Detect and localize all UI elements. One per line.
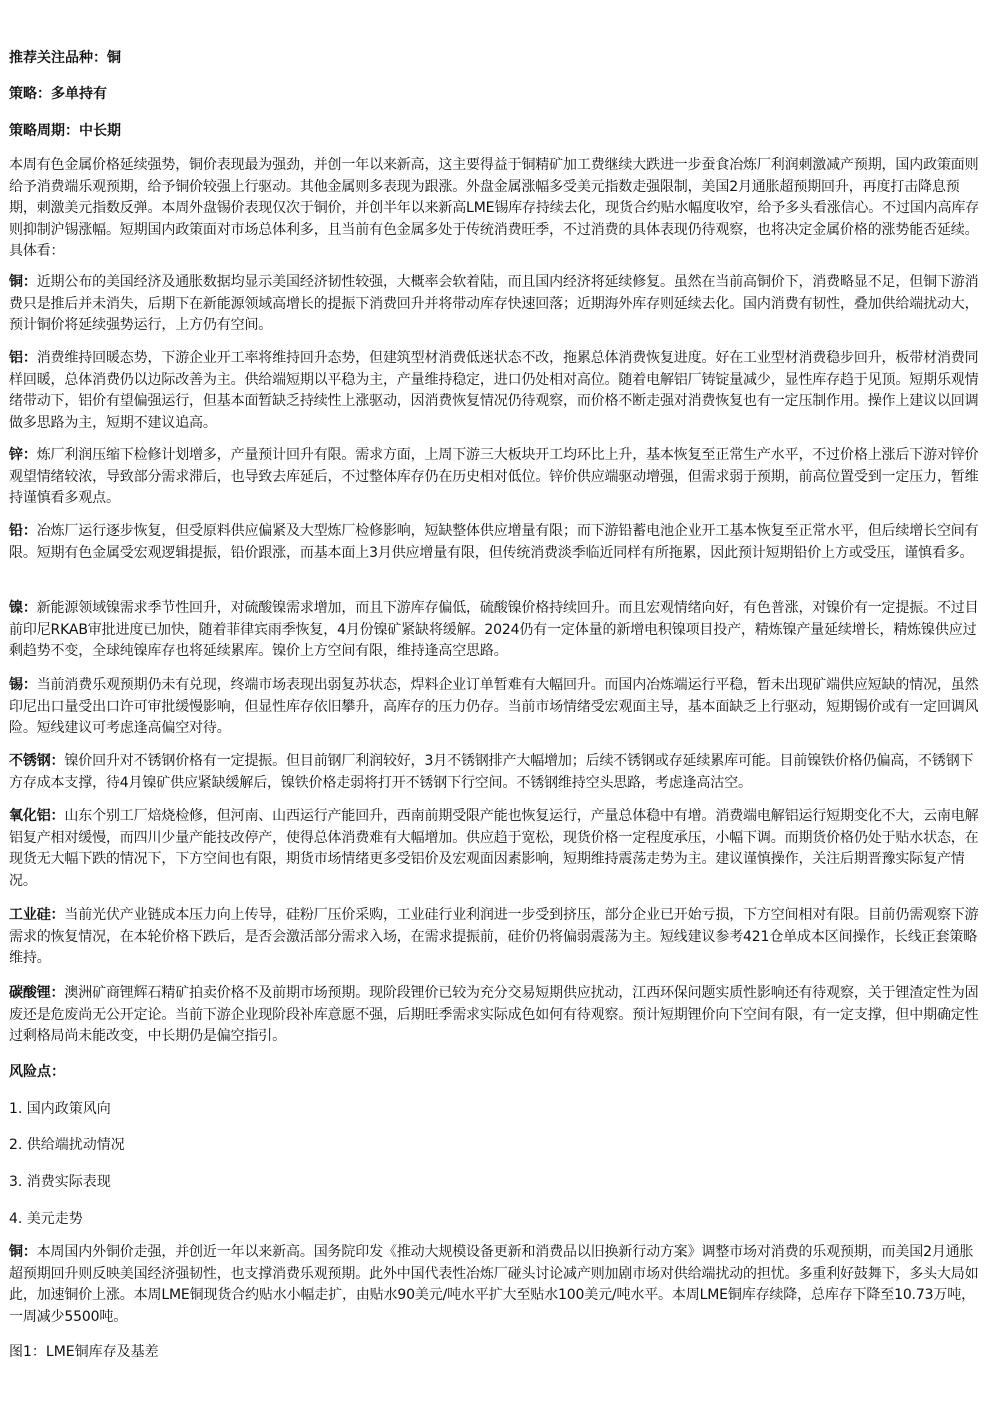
copper-paragraph: 铜：近期公布的美国经济及通胀数据均显示美国经济韧性较强，大概率会软着陆，而且国内经济将延续修复。虽然在当前高铜价下，消费略显不足，但铜下游消费只是推后并未消失，后期下在新能源领域高增长的提振下消费回升并将带动库存快速回落；近期海外库存则延续去化。国内消费有韧性，叠加供给端扰动大，预计铜价将延续强势运行，上方仍有空间。 (9, 274, 979, 333)
metal-label: 碳酸锂： (9, 985, 65, 1001)
stainless-paragraph: 不锈钢：镍价回升对不锈钢价格有一定提振。但目前钢厂利润较好，3月不锈钢排产大幅增加；后续不锈钢或存延续累库可能。目前镍铁价格仍偏高，不锈钢下方存成本支撑，待4月镍矿供应紧缺缓解后，镍铁价格走弱将打开不锈钢下行空间。不锈钢维持空头思路，考虑逢高沽空。 (9, 753, 974, 791)
strategy-heading: 策略：多单持有 (9, 86, 107, 102)
metal-label: 工业硅： (9, 907, 65, 923)
metal-label: 镍： (9, 600, 37, 616)
recommend-heading: 推荐关注品种：铜 (9, 50, 121, 66)
lead-paragraph: 铅：冶炼厂运行逐步恢复，但受原料供应偏紧及大型炼厂检修影响，短缺整体供应增量有限；而下游铅蓄电池企业开工基本恢复至正常水平，但后续增长空间有限。短期有色金属受宏观逻辑提振，铅价跟涨，而基本面上3月供应增量有限，但传统消费淡季临近同样有所拖累，因此预计短期铅价上方或受压，谨慎看多。 (9, 523, 979, 561)
risk-heading: 风险点： (9, 1064, 65, 1080)
risk-item: 1. 国内政策风向 (9, 1101, 111, 1117)
metal-label: 不锈钢： (9, 753, 65, 769)
metal-label: 氧化铝： (9, 808, 65, 824)
alumina-paragraph: 氧化铝：山东个别工厂焙烧检修，但河南、山西运行产能回升，西南前期受限产能也恢复运行，产量总体稳中有增。消费端电解铝运行短期变化不大，云南电解铝复产相对缓慢，而四川少量产能技改停产，使得总体消费难有大幅增加。供应趋于宽松，现货价格一定程度承压，小幅下调。而期货价格仍处于贴水状态，在现货无大幅下跌的情况下，下方空间也有限，期货市场情绪更多受铝价及宏观面因素影响，短期维持震荡走势为主。建议谨慎操作，关注后期晋豫实际复产情况。 (9, 808, 979, 889)
risk-item: 4. 美元走势 (9, 1211, 83, 1227)
aluminum-paragraph: 铝：消费维持回暖态势，下游企业开工率将维持回升态势，但建筑型材消费低迷状态不改，拖累总体消费恢复进度。好在工业型材消费稳步回升，板带材消费同样回暖，总体消费仍以边际改善为主。供给端短期以平稳为主，产量维持稳定，进口仍处相对高位。随着电解铝厂铸锭量减少，显性库存趋于见顶。短期乐观情绪带动下，铝价有望偏强运行，但基本面暂缺乏持续性上涨驱动，因消费恢复情况仍待观察，而价格不断走强对消费恢复也有一定压制作用。操作上建议以回调做多思路为主，短期不建议追高。 (9, 350, 979, 431)
lithium-paragraph: 碳酸锂：澳洲矿商锂辉石精矿拍卖价格不及前期市场预期。现阶段锂价已较为充分交易短期供应扰动，江西环保问题实质性影响还有待观察，关于锂渣定性为固废还是危废尚无公开定论。当前下游企业现阶段补库意愿不强，后期旺季需求实际成色如何有待观察。预计短期锂价向下空间有限，有一定支撑，但中期确定性过剩格局尚未能改变，中长期仍是偏空指引。 (9, 985, 979, 1044)
metal-label: 锡： (9, 677, 37, 693)
figure-caption: 图1：LME铜库存及基差 (9, 1344, 159, 1360)
risk-item: 3. 消费实际表现 (9, 1174, 111, 1190)
nickel-paragraph: 镍：新能源领域镍需求季节性回升，对硫酸镍需求增加，而且下游库存偏低，硫酸镍价格持续回升。而且宏观情绪向好，有色普涨，对镍价有一定提振。不过目前印尼RKAB审批进度已加快，随着菲律宾雨季恢复，4月份镍矿紧缺将缓解。2024仍有一定体量的新增电积镍项目投产，精炼镍产量延续增长，精炼镍供应过剩趋势不变，全球纯镍库存也将延续累库。镍价上方空间有限，维持逢高空思路。 (9, 600, 979, 659)
metal-label: 铝： (9, 350, 37, 366)
metal-label: 铜： (9, 274, 37, 290)
tin-paragraph: 锡：当前消费乐观预期仍未有兑现，终端市场表现出弱复苏状态，焊料企业订单暂难有大幅回升。而国内冶炼端运行平稳，暂未出现矿端供应短缺的情况，虽然印尼出口量受出口许可审批缓慢影响，但显性库存依旧攀升，高库存的压力仍存。当前市场情绪受宏观面主导，基本面缺乏上行驱动，短期锡价或有一定回调风险。短线建议可考虑逢高偏空对待。 (9, 677, 979, 736)
metal-label: 铜： (9, 1244, 37, 1260)
metal-label: 锌： (9, 447, 37, 463)
risk-item: 2. 供给端扰动情况 (9, 1137, 125, 1153)
copper-weekly-paragraph: 铜：本周国内外铜价走强，并创近一年以来新高。国务院印发《推动大规模设备更新和消费品以旧换新行动方案》调整市场对消费的乐观预期，而美国2月通胀超预期回升则反映美国经济强韧性，也支撑消费乐观预期。此外中国代表性冶炼厂碰头讨论减产则加剧市场对供给端扰动的担忧。多重利好鼓舞下，多头大局如此，加速铜价上涨。本周LME铜现货合约贴水小幅走扩，由贴水90美元/吨水平扩大至贴水100美元/吨水平。本周LME铜库存续降，总库存下降至10.73万吨，一周减少5500吨。 (9, 1244, 979, 1325)
zinc-paragraph: 锌：炼厂利润压缩下检修计划增多，产量预计回升有限。需求方面，上周下游三大板块开工均环比上升，基本恢复至正常生产水平，不过价格上涨后下游对锌价观望情绪较浓，导致部分需求滞后，也导致去库延后，不过整体库存仍在历史相对低位。锌价供应端驱动增强，但需求弱于预期，前高位置受到一定压力，暂维持谨慎看多观点。 (9, 447, 979, 506)
intro-paragraph: 本周有色金属价格延续强势，铜价表现最为强劲，并创一年以来新高，这主要得益于铜精矿加工费继续大跌进一步蚕食冶炼厂利润刺激减产预期，国内政策面则给予消费端乐观预期，给予铜价较强上行驱动。其他金属则多表现为跟涨。外盘金属涨幅多受美元指数走强限制，美国2月通胀超预期回升，再度打击降息预期，刺激美元指数反弹。本周外盘锡价表现仅次于铜价，并创半年以来新高LME锡库存持续去化，现货合约贴水幅度收窄，给予多头看涨信心。不过国内高库存则抑制沪锡涨幅。短期国内政策面对市场总体利多，且当前有色金属多处于传统消费旺季，不过消费的具体表现仍待观察，也将决定金属价格的涨势能否延续。具体看： (9, 157, 980, 259)
silicon-paragraph: 工业硅：当前光伏产业链成本压力向上传导，硅粉厂压价采购，工业硅行业利润进一步受到挤压，部分企业已开始亏损，下方空间相对有限。目前仍需观察下游需求的恢复情况，在本轮价格下跌后，是否会激活部分需求入场，在需求提振前，硅价仍将偏弱震荡为主。短线建议参考421仓单成本区间操作，长线正套策略维持。 (9, 907, 979, 966)
period-heading: 策略周期：中长期 (9, 123, 121, 139)
metal-label: 铅： (9, 523, 37, 539)
